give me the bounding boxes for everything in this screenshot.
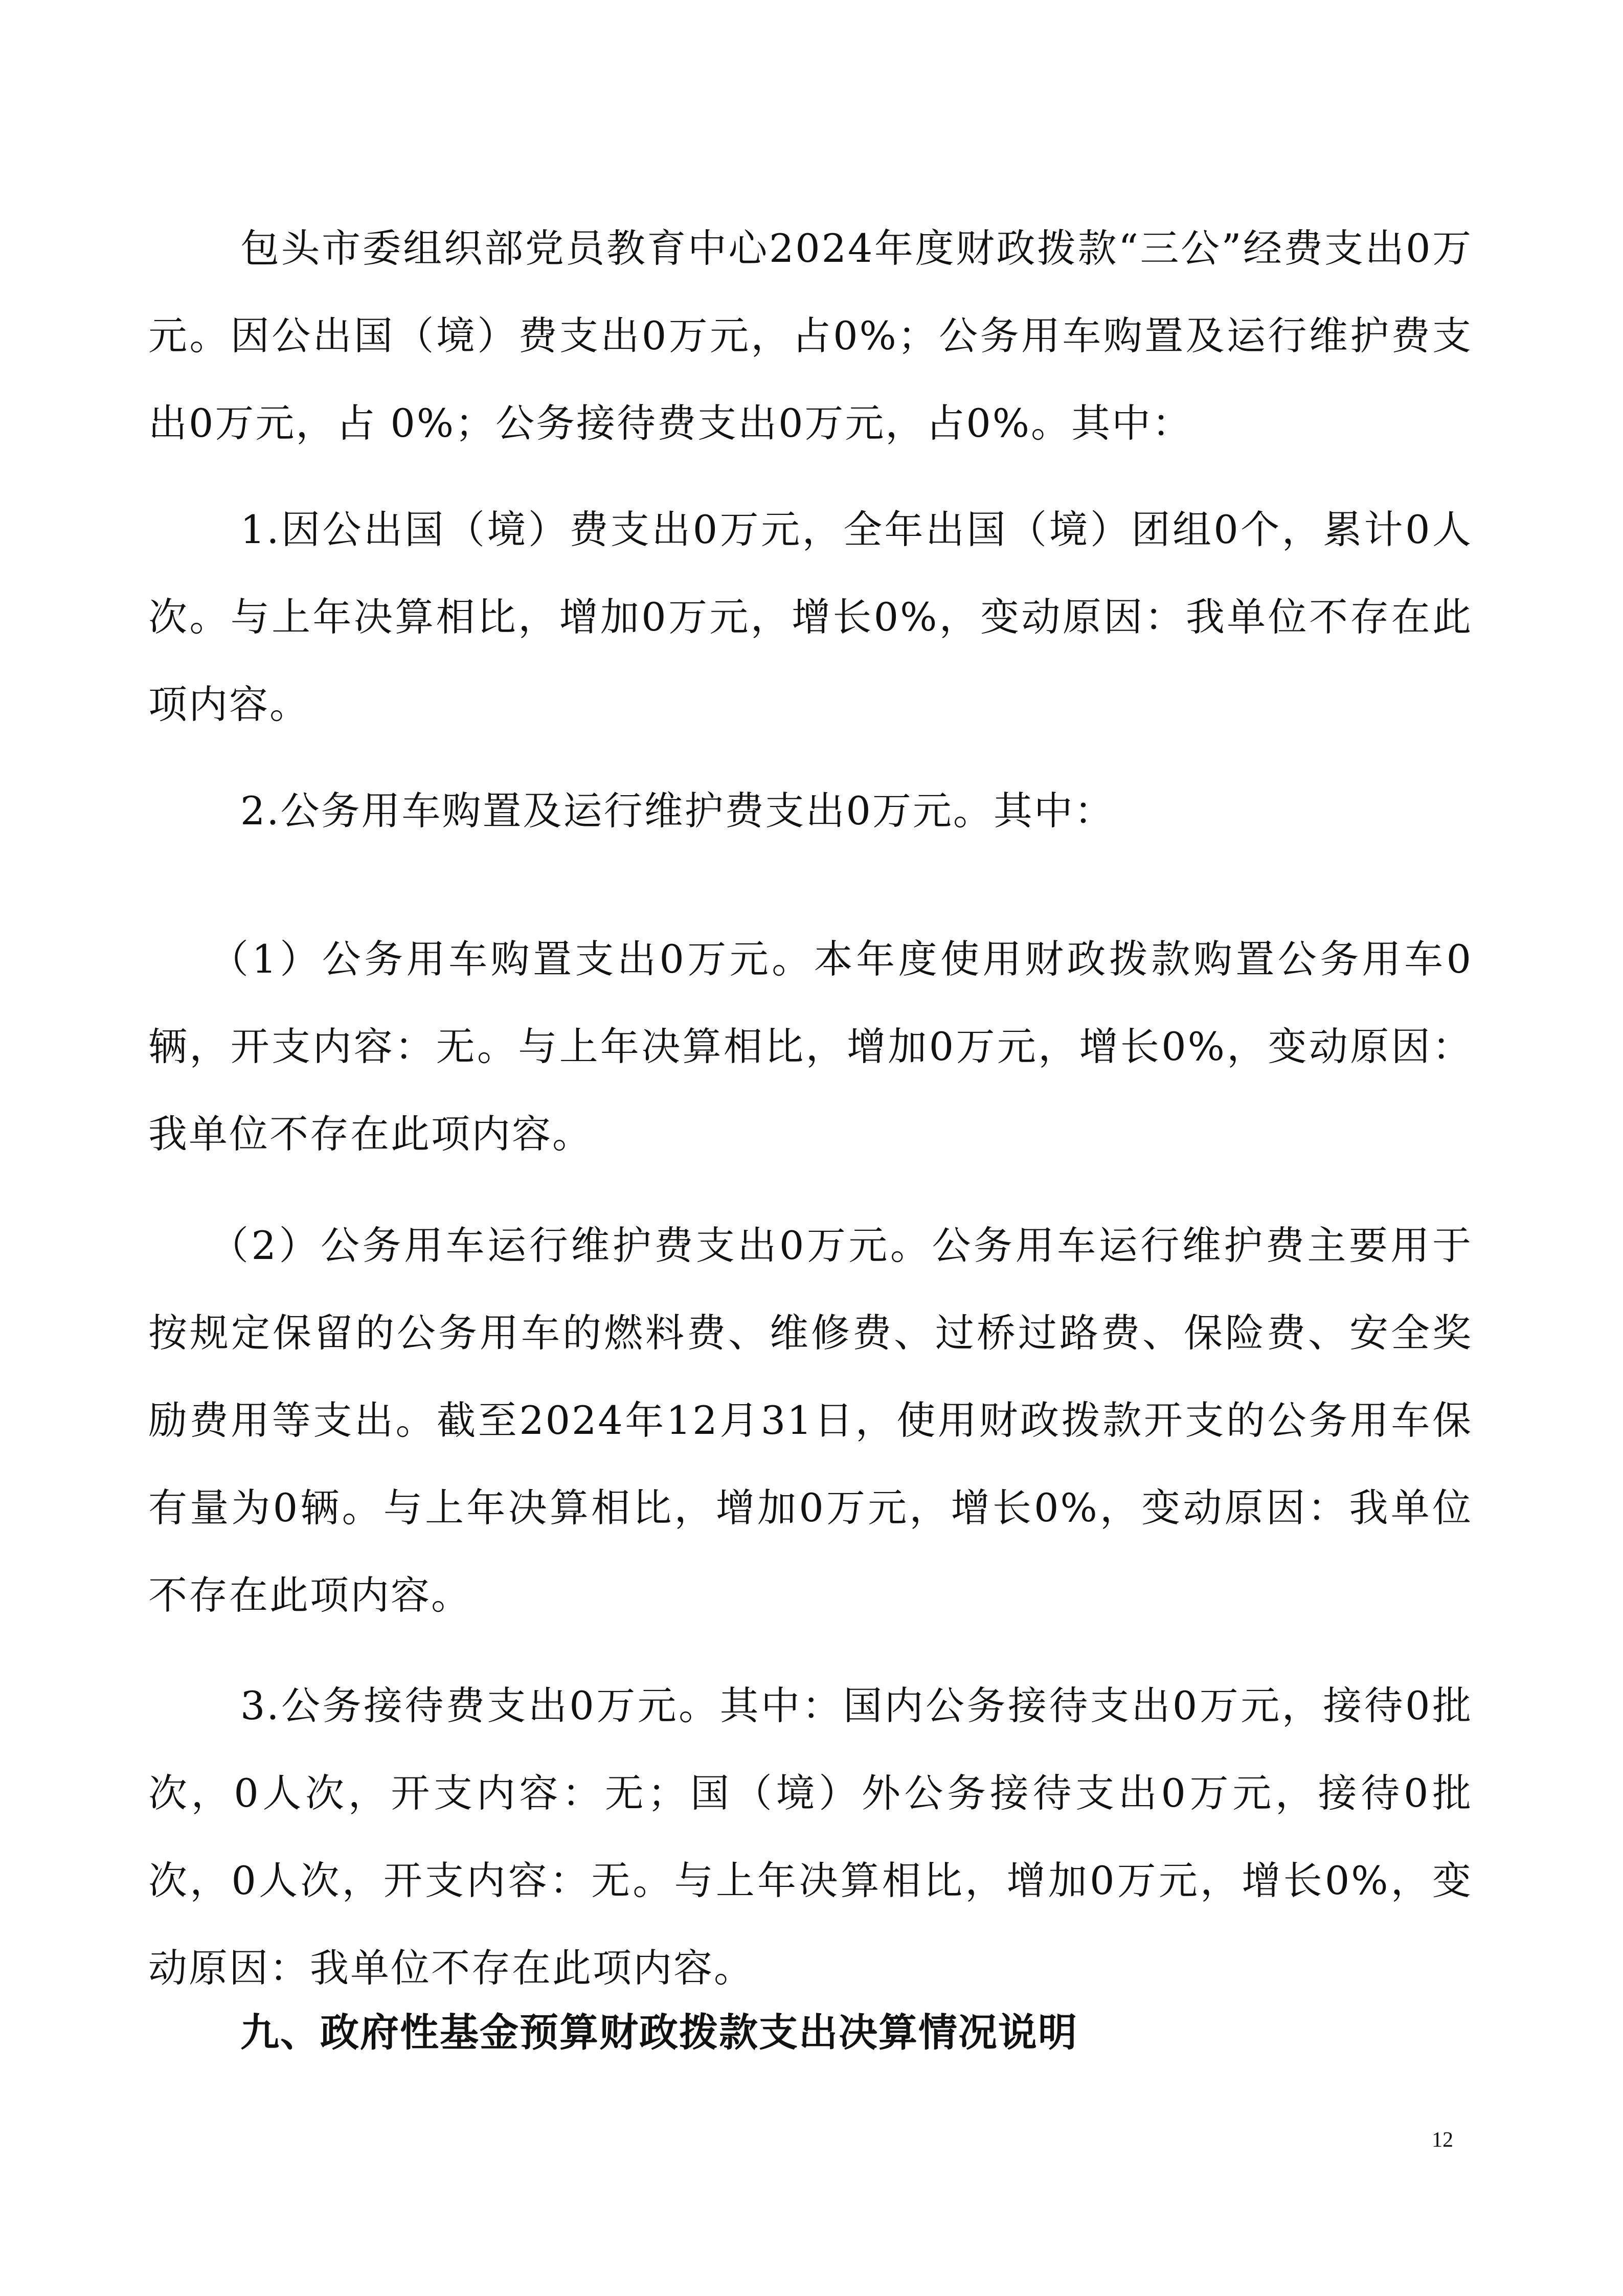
paragraph-vehicle-purchase-expenses: （1）公务用车购置支出0万元。本年度使用财政拨款购置公务用车0辆，开支内容：无。与上年决算相比，增加0万元，增长0%，变动原因：我单位不存在此项内容。: [148, 936, 1473, 1157]
paragraph-three-public-expenses-summary: 包头市委组织部党员教育中心2024年度财政拨款“三公”经费支出0万元。因公出国（境）费支出0万元，占0%；公务用车购置及运行维护费支出0万元，占 0%；公务接待费支出0万元，占0%。其中：: [148, 226, 1473, 446]
section-heading: 九、政府性基金预算财政拨款支出决算情况说明: [240, 2010, 1078, 2055]
page-number: 12: [1432, 2128, 1453, 2152]
paragraph-official-vehicle-expenses: 2.公务用车购置及运行维护费支出0万元。其中：: [240, 788, 1115, 834]
paragraph-vehicle-operation-expenses: （2）公务用车运行维护费支出0万元。公务用车运行维护费主要用于按规定保留的公务用车的燃料费、维修费、过桥过路费、保险费、安全奖励费用等支出。截至2024年12月31日，使用财政拨款开支的公务用车保有量为0辆。与上年决算相比，增加0万元，增长0%，变动原因：我单位不存在此项内容。: [148, 1223, 1473, 1618]
paragraph-overseas-travel-expenses: 1.因公出国（境）费支出0万元，全年出国（境）团组0个，累计0人次。与上年决算相比，增加0万元，增长0%，变动原因：我单位不存在此项内容。: [148, 507, 1473, 727]
paragraph-official-reception-expenses: 3.公务接待费支出0万元。其中：国内公务接待支出0万元，接待0批次，0人次，开支内容：无；国（境）外公务接待支出0万元，接待0批次，0人次，开支内容：无。与上年决算相比，增加0万元，增长0%，变动原因：我单位不存在此项内容。: [148, 1683, 1473, 1991]
